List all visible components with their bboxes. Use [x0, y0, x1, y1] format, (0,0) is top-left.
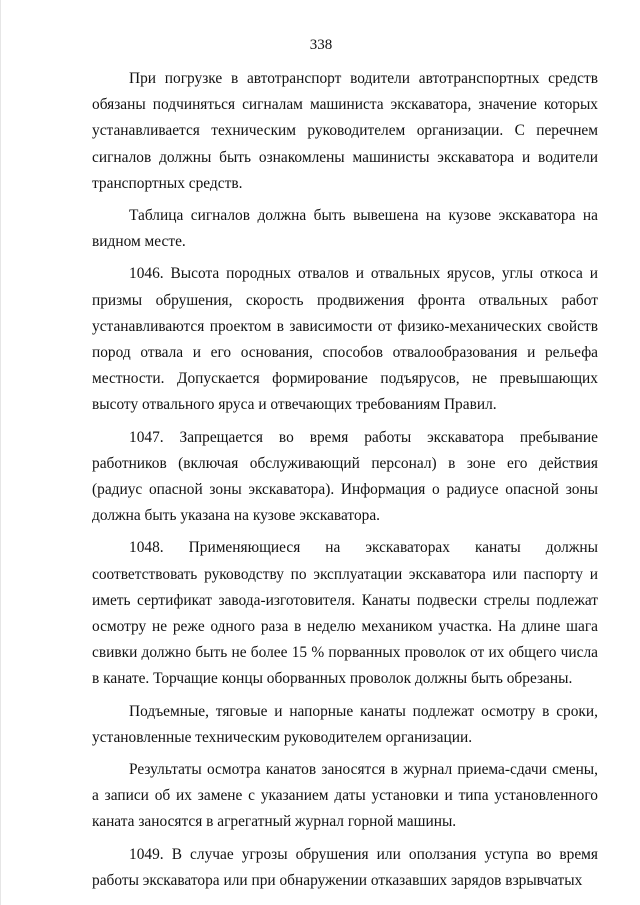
paragraph-ropes-inspection: Подъемные, тяговые и напорные канаты подлежат осмотру в сроки, установленные техническим руководителем организации.: [92, 702, 598, 746]
paragraph-1046: 1046. Высота породных отвалов и отвальных ярусов, углы откоса и призмы обрушения, скорость продвижения фронта отвальных работ устанавливаются проектом в зависимости от физико-механических свойств пород отвала и его основания, способов отвалообразования и рельефа местности. Допускается формирование подъярусов, не превышающих высоту отвального яруса и отвечающих требованиям Правил.: [92, 265, 598, 414]
page-number: 338: [309, 37, 333, 53]
paragraph-ropes-results: Результаты осмотра канатов заносятся в журнал приема-сдачи смены, а записи об их замене с указанием даты установки и типа установленного каната заносятся в агрегатный журнал горной машины.: [92, 761, 598, 831]
paragraph-loading-signals: При погрузке в автотранспорт водители автотранспортных средств обязаны подчиняться сигналам машиниста экскаватора, значение которых устанавливается техническим руководителем организации. С перечнем сигналов должны быть ознакомлены машинисты экскаватора и водители транспортных средств.: [92, 70, 598, 192]
body-text: [92, 66, 598, 900]
paragraph-1048: 1048. Применяющиеся на экскаваторах канаты должны соответствовать руководству по эксплуатации экскаватора или паспорту и иметь сертификат завода-изготовителя. Канаты подвески стрелы подлежат осмотру не реже одного раза в неделю механиком участка. На длине шага свивки должно быть не более 15 % порванных проволок от их общего числа в канате. Торчащие концы оборванных проволок должны быть обрезаны.: [92, 539, 598, 688]
paragraph-signal-table: Таблица сигналов должна быть вывешена на кузове экскаватора на видном месте.: [92, 207, 598, 251]
paragraph-1047: 1047. Запрещается во время работы экскаватора пребывание работников (включая обслуживающий персонал) в зоне его действия (радиус опасной зоны экскаватора). Информация о радиусе опасной зоны должна быть указана на кузове экскаватора.: [92, 428, 598, 525]
paragraph-1049: 1049. В случае угрозы обрушения или оползания уступа во время работы экскаватора или при обнаружении отказавших зарядов взрывчатых: [92, 845, 598, 889]
